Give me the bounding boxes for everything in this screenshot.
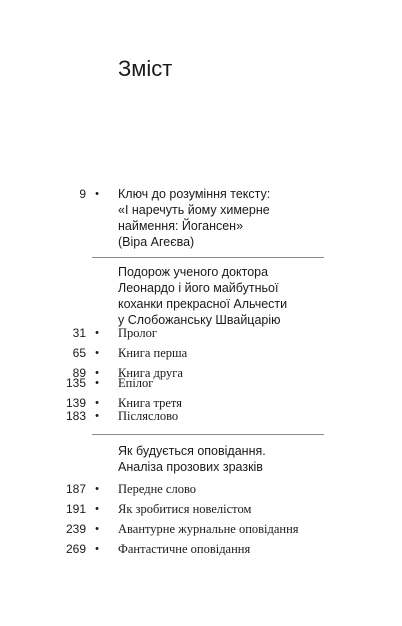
toc-entry-prologue[interactable]: Пролог	[118, 326, 157, 340]
section-heading-journey[interactable]: Подорож ученого доктора Леонардо і його майбутньої коханки прекрасної Альчести у Слобожанську Швайцарію	[118, 265, 288, 327]
section-divider	[92, 434, 324, 435]
intro-entry-title[interactable]: Ключ до розуміння тексту: «І наречуть йому химерне наймення: Йогансен» (Віра Агеєва)	[118, 187, 271, 249]
toc-entry-fantastic-story[interactable]: Фантастичне оповідання	[118, 542, 251, 556]
toc-entry-epilogue[interactable]: Епілог	[118, 376, 154, 390]
section-divider	[92, 257, 324, 258]
toc-page-number: 89	[72, 366, 86, 380]
intro-page-number: 9	[79, 187, 86, 201]
page-title: Зміст	[118, 56, 173, 81]
toc-page-number: 191	[65, 502, 86, 516]
toc-page-number: 269	[65, 542, 86, 556]
toc-bullet: •	[95, 543, 99, 555]
toc-entry-adventure-story[interactable]: Авантурне журнальне оповідання	[118, 522, 299, 536]
toc-bullet: •	[95, 367, 99, 379]
toc-bullet: •	[95, 503, 99, 515]
toc-entry-book-three[interactable]: Книга третя	[118, 396, 182, 410]
toc-page-number: 139	[65, 396, 86, 410]
toc-entry-afterword[interactable]: Післяслово	[118, 409, 179, 423]
toc-bullet: •	[95, 377, 99, 389]
toc-page-number: 187	[65, 482, 86, 496]
toc-page-number: 65	[72, 346, 86, 360]
toc-bullet: •	[95, 410, 99, 422]
toc-bullet: •	[95, 397, 99, 409]
toc-entry-book-one[interactable]: Книга перша	[118, 346, 188, 360]
intro-bullet: •	[95, 188, 99, 200]
toc-entry-foreword[interactable]: Передне слово	[118, 482, 197, 496]
toc-bullet: •	[95, 347, 99, 359]
toc-entry-book-two[interactable]: Книга друга	[118, 366, 183, 380]
toc-page-number: 31	[72, 326, 86, 340]
toc-page-number: 135	[65, 376, 86, 390]
toc-bullet: •	[95, 327, 99, 339]
toc-bullet: •	[95, 483, 99, 495]
toc-entry-how-to-become-novelist[interactable]: Як зробитися новелістом	[118, 502, 252, 516]
toc-page-number: 183	[65, 409, 86, 423]
toc-bullet: •	[95, 523, 99, 535]
toc-page-number: 239	[65, 522, 86, 536]
section-heading-story-building[interactable]: Як будується оповідання. Аналіза прозових зразків	[118, 444, 266, 474]
